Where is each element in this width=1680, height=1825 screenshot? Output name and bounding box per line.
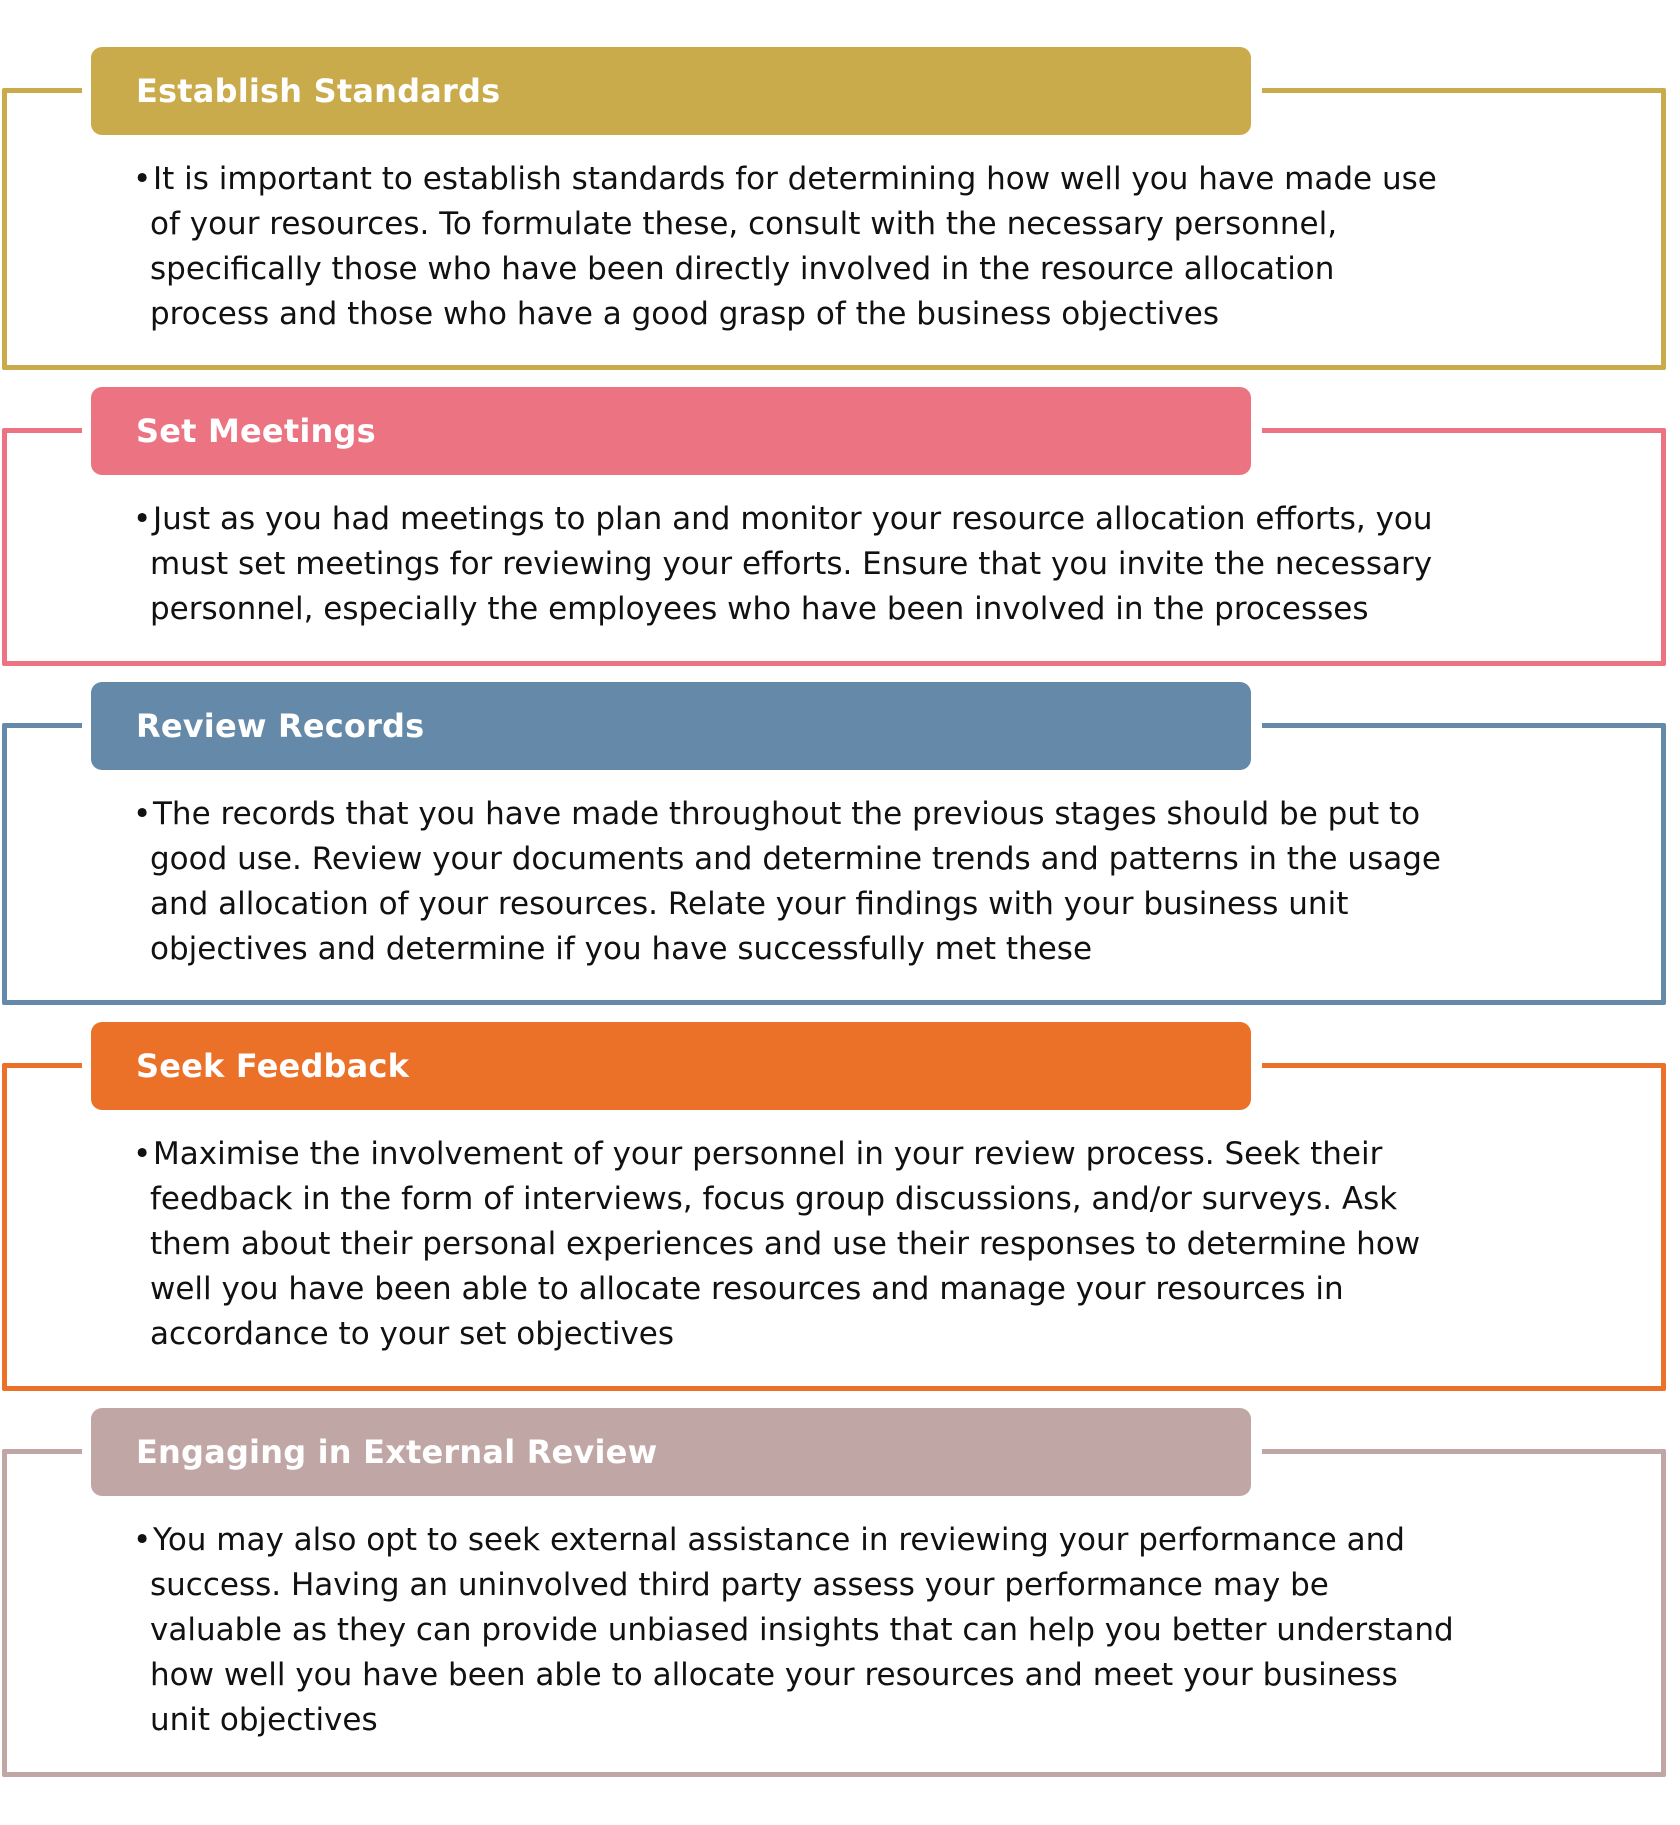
body-line: It is important to establish standards for determining how well you have made use <box>153 161 1437 197</box>
section-body <box>133 157 1650 337</box>
body-line: how well you have been able to allocate your resources and meet your business <box>150 1657 1398 1693</box>
bullet-icon: • <box>133 161 152 197</box>
bullet-icon: • <box>133 1136 152 1172</box>
body-line: and allocation of your resources. Relate your findings with your business unit <box>150 886 1349 922</box>
section-header-establish-standards <box>91 47 1251 135</box>
section-title: Review Records <box>136 707 425 745</box>
body-line: of your resources. To formulate these, consult with the necessary personnel, <box>150 206 1338 242</box>
body-line: valuable as they can provide unbiased insights that can help you better understand <box>150 1612 1454 1648</box>
body-line: well you have been able to allocate resources and manage your resources in <box>150 1271 1344 1307</box>
body-line: must set meetings for reviewing your efforts. Ensure that you invite the necessary <box>150 546 1433 582</box>
body-line: personnel, especially the employees who have been involved in the processes <box>150 591 1369 627</box>
body-line: them about their personal experiences and use their responses to determine how <box>150 1226 1421 1262</box>
section-header-set-meetings <box>91 387 1251 475</box>
section-title: Establish Standards <box>136 72 501 110</box>
section-body <box>133 1518 1650 1743</box>
body-line: good use. Review your documents and determine trends and patterns in the usage <box>150 841 1441 877</box>
body-line: You may also opt to seek external assistance in reviewing your performance and <box>153 1522 1405 1558</box>
bullet-icon: • <box>133 796 152 832</box>
section-header-engaging-in-external-review <box>91 1408 1251 1496</box>
bullet-icon: • <box>133 1522 152 1558</box>
section-body <box>133 497 1650 632</box>
body-line: objectives and determine if you have successfully met these <box>150 931 1093 967</box>
body-line: The records that you have made throughout the previous stages should be put to <box>153 796 1421 832</box>
body-line: unit objectives <box>150 1702 378 1738</box>
body-line: Just as you had meetings to plan and monitor your resource allocation efforts, you <box>153 501 1433 537</box>
section-title: Engaging in External Review <box>136 1433 658 1471</box>
body-line: success. Having an uninvolved third party assess your performance may be <box>150 1567 1329 1603</box>
body-line: feedback in the form of interviews, focus group discussions, and/or surveys. Ask <box>150 1181 1398 1217</box>
section-header-review-records <box>91 682 1251 770</box>
section-body <box>133 1132 1650 1357</box>
body-line: specifically those who have been directly involved in the resource allocation <box>150 251 1335 287</box>
bullet-icon: • <box>133 501 152 537</box>
section-body <box>133 792 1650 972</box>
body-line: process and those who have a good grasp of the business objectives <box>150 296 1219 332</box>
body-line: accordance to your set objectives <box>150 1316 675 1352</box>
section-title: Set Meetings <box>136 412 376 450</box>
section-header-seek-feedback <box>91 1022 1251 1110</box>
body-line: Maximise the involvement of your personnel in your review process. Seek their <box>153 1136 1383 1172</box>
section-title: Seek Feedback <box>136 1047 410 1085</box>
